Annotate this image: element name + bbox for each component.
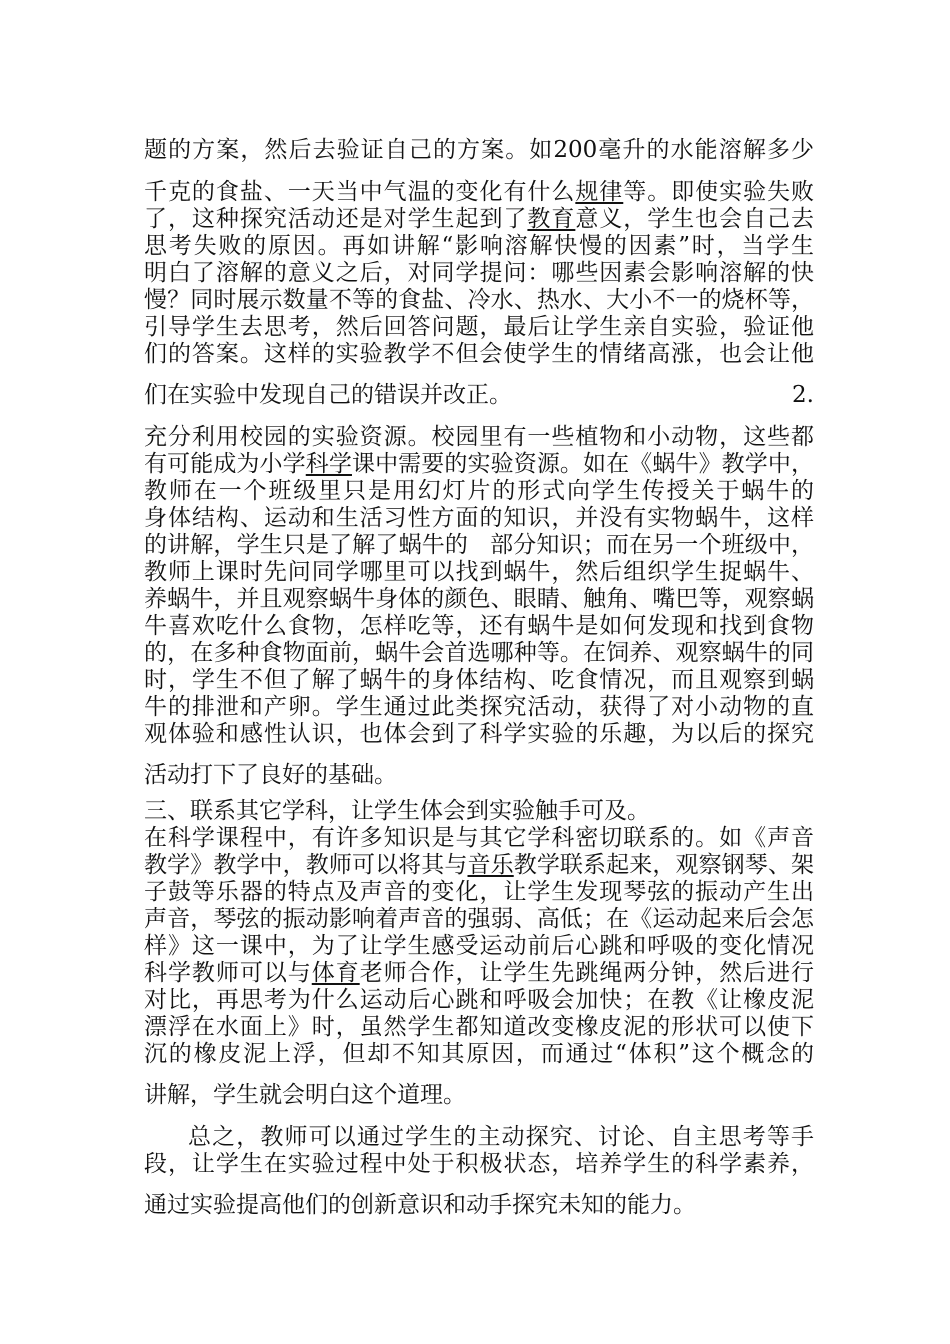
text-line: 明白了溶解的意义之后，对同学提问：哪些因素会影响溶解的快 (144, 260, 814, 286)
text-line: 充分利用校园的实验资源。校园里有一些植物和小动物，这些都 (144, 424, 814, 450)
text-line: 漂浮在水面上》时，虽然学生都知道改变橡皮泥的形状可以使下 (144, 1014, 814, 1040)
text-line: 讲解，学生就会明白这个道理。 (144, 1082, 466, 1108)
text-line: 教师在一个班级里只是用幻灯片的形式向学生传授关于蜗牛的 (144, 478, 814, 504)
text-line (144, 380, 814, 410)
text-line (144, 204, 814, 234)
text-line: 观体验和感性认识，也体会到了科学实验的乐趣，为以后的探究 (144, 721, 814, 747)
text-line: 思考失败的原因。再如讲解“影响溶解快慢的因素”时，当学生 (144, 233, 814, 259)
text-line: 牛的排泄和产卵。学生通过此类探究活动，获得了对小动物的直 (144, 694, 814, 720)
link-tiyu[interactable]: 体育 (311, 960, 360, 986)
text-line: 的，在多种食物面前，蜗牛会首选哪种等。在饲养、观察蜗牛的同 (144, 640, 814, 666)
link-kexue[interactable]: 科学 (305, 451, 352, 477)
text-fragment: 意义，学生也会自己去 (575, 206, 815, 232)
text-fragment: 有可能成为小学 (144, 451, 306, 477)
text-line: 题的方案，然后去验证自己的方案。如200毫升的水能溶解多少 (144, 137, 814, 163)
text-fragment: 了，这种探究活动还是对学生起到了 (144, 206, 528, 232)
text-line: 声音，琴弦的振动影响着声音的强弱、高低；在《运动起来后会怎 (144, 906, 814, 932)
text-line (144, 177, 814, 207)
text-line: 教师上课时先问同学哪里可以找到蜗牛，然后组织学生捉蜗牛、 (144, 559, 814, 585)
text-fragment: 教学》教学中，教师可以将其与 (144, 852, 468, 878)
text-line: 沉的橡皮泥上浮，但却不知其原因，而通过“体积”这个概念的 (144, 1041, 814, 1067)
text-fragment: 科学教师可以与 (144, 960, 312, 986)
text-line: 身体结构、运动和生活习性方面的知识，并没有实物蜗牛，这样 (144, 505, 814, 531)
text-line: 们的答案。这样的实验教学不但会使学生的情绪高涨，也会让他 (144, 341, 814, 367)
text-fragment: 部分知识；而在另一个班级中， (490, 532, 815, 558)
text-fragment: 老师合作，让学生先跳绳两分钟，然后进行 (359, 960, 815, 986)
text-line: 养蜗牛，并且观察蜗牛身体的颜色、眼睛、触角、嘴巴等，观察蜗 (144, 586, 814, 612)
text-line: 样》这一课中，为了让学生感受运动前后心跳和呼吸的变化情况 (144, 933, 814, 959)
text-line: 对比，再思考为什么运动后心跳和呼吸会加快；在教《让橡皮泥 (144, 987, 814, 1013)
link-yinyue[interactable]: 音乐 (467, 852, 514, 878)
text-line: 牛喜欢吃什么食物，怎样吃等，还有蜗牛是如何发现和找到食物 (144, 613, 814, 639)
text-fragment: 们在实验中发现自己的错误并改正。 (144, 382, 512, 408)
link-guilv[interactable]: 规律 (575, 179, 624, 205)
text-line: 慢？同时展示数量不等的食盐、冷水、热水、大小不一的烧杯等， (144, 287, 814, 313)
text-line: 子鼓等乐器的特点及声音的变化，让学生发现琴弦的振动产生出 (144, 879, 814, 905)
text-line: 时，学生不但了解了蜗牛的身体结构、吃食情况，而且观察到蜗 (144, 667, 814, 693)
text-line (144, 850, 814, 880)
text-line (144, 958, 814, 988)
text-line: 在科学课程中，有许多知识是与其它学科密切联系的。如《声音 (144, 825, 814, 851)
text-fragment: 的讲解，学生只是了解了蜗牛的 (144, 532, 468, 558)
text-line (144, 530, 814, 560)
link-jiaoyu[interactable]: 教育 (527, 206, 576, 232)
text-fragment: 千克的食盐、一天当中气温的变化有什么 (144, 179, 576, 205)
text-line: 引导学生去思考，然后回答问题，最后让学生亲自实验，验证他 (144, 314, 814, 340)
section-heading: 三、联系其它学科，让学生体会到实验触手可及。 (144, 798, 650, 824)
text-line: 通过实验提高他们的创新意识和动手探究未知的能力。 (144, 1192, 696, 1218)
text-line: 段，让学生在实验过程中处于积极状态，培养学生的科学素养， (144, 1151, 814, 1177)
text-line: 活动打下了良好的基础。 (144, 762, 397, 788)
text-fragment: 教学联系起来，观察钢琴、架 (513, 852, 815, 878)
text-line (144, 449, 814, 479)
text-fragment: 等。即使实验失败 (623, 179, 815, 205)
text-line: 总之，教师可以通过学生的主动探究、讨论、自主思考等手 (188, 1124, 814, 1150)
section-number: 2. (792, 382, 814, 408)
text-fragment: 课中需要的实验资源。如在《蜗牛》教学中， (351, 451, 815, 477)
